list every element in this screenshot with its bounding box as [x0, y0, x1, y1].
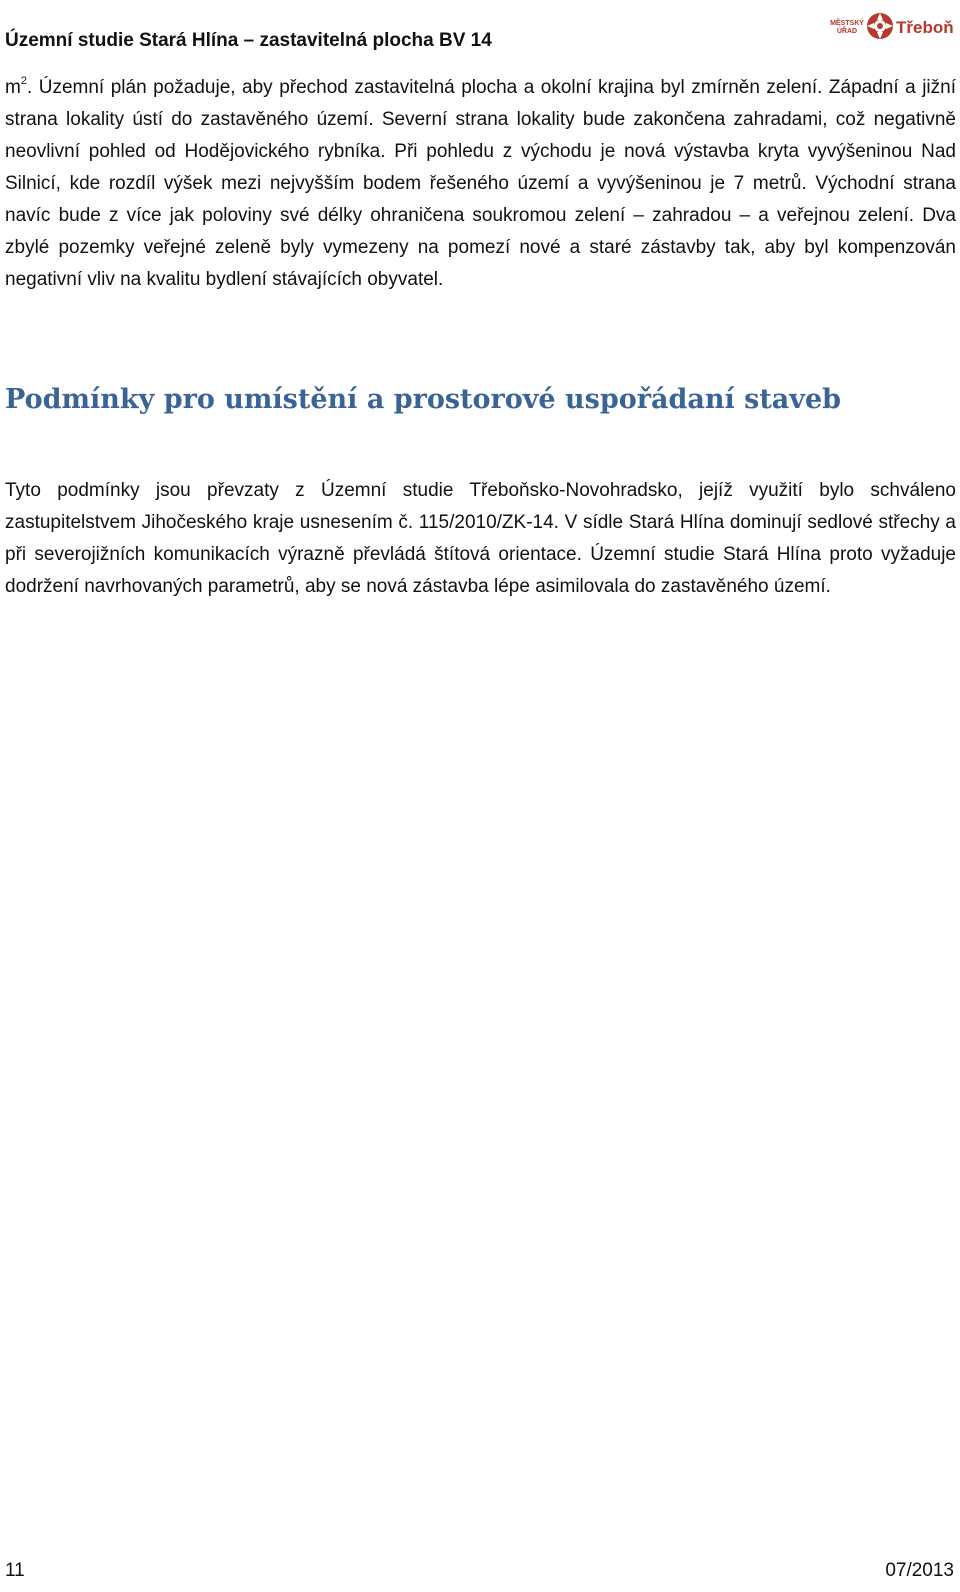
logo-town-name: Třeboň — [896, 18, 954, 37]
paragraph-1-text: . Územní plán požaduje, aby přechod zastavitelná plocha a okolní krajina byl zmírněn zelení. Západní a jižní strana lokality ústí do zastavěného území. Severní strana lokality bude zakončena zahradami, což negativně neovlivní pohled od Hodějovického rybníka. Při pohledu z východu je nová výstavba kryta vyvýšeninou Nad Silnicí, kde rozdíl výšek mezi nejvyšším bodem řešeného území a vyvýšeninou je 7 metrů. Východní strana navíc bude z více jak poloviny své délky ohraničena soukromou zelení – zahradou – a veřejnou zelení. Dva zbylé pozemky veřejné zeleně byly vymezeny na pomezí nové a staré zástavby tak, aby byl kompenzován negativní vliv na kvalitu bydlení stávajících obyvatel. — [5, 77, 956, 290]
document-header-title: Územní studie Stará Hlína – zastavitelná plocha BV 14 — [5, 30, 492, 51]
body-paragraph-1 — [5, 72, 956, 296]
page-number: 11 — [5, 1560, 25, 1581]
logo-small-text: MĚSTSKÝ ÚŘAD — [830, 20, 864, 35]
section-heading: Podmínky pro umístění a prostorové uspořádaní staveb — [5, 384, 842, 415]
unit-m: m — [5, 77, 21, 98]
mestsky-urad-trebon-logo — [830, 8, 955, 44]
unit-superscript: 2 — [20, 75, 27, 87]
body-paragraph-2: Tyto podmínky jsou převzaty z Územní studie Třeboňsko-Novohradsko, jejíž využití bylo schváleno zastupitelstvem Jihočeského kraje usnesením č. 115/2010/ZK-14. V sídle Stará Hlína dominují sedlové střechy a při severojižních komunikacích výrazně převládá štítová orientace. Územní studie Stará Hlína proto vyžaduje dodržení navrhovaných parametrů, aby se nová zástavba lépe asimilovala do zastavěného území. — [5, 480, 956, 597]
page-date: 07/2013 — [885, 1560, 954, 1581]
logo-emblem-icon — [864, 10, 896, 42]
